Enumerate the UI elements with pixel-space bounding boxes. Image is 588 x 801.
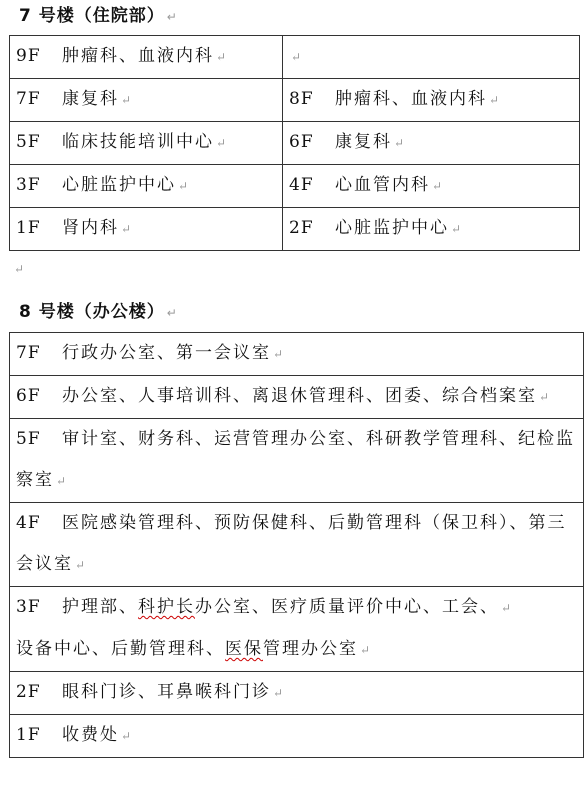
paragraph-mark-icon: ↵ bbox=[166, 10, 177, 24]
floor-label: 1F bbox=[16, 725, 41, 745]
table-cell bbox=[283, 208, 580, 251]
department-text: 办公室、人事培训科、离退休管理科、团委、综合档案室 bbox=[62, 386, 537, 406]
paragraph-mark-icon: ↵ bbox=[394, 136, 405, 150]
department-text: 心脏监护中心 bbox=[62, 175, 176, 195]
building-7-heading bbox=[19, 6, 177, 27]
floor-label: 1F bbox=[16, 218, 41, 238]
table-cell bbox=[283, 165, 580, 208]
floor-label: 6F bbox=[289, 132, 314, 152]
floor-label: 6F bbox=[16, 386, 41, 406]
building-8-heading bbox=[19, 302, 177, 323]
table-row bbox=[10, 715, 584, 758]
table-row bbox=[10, 122, 580, 165]
paragraph-mark-icon: ↵ bbox=[14, 262, 25, 276]
table-cell bbox=[10, 79, 283, 122]
table-row bbox=[10, 672, 584, 715]
paragraph-mark-icon: ↵ bbox=[166, 306, 177, 320]
table-cell bbox=[10, 715, 584, 758]
building-8-table bbox=[9, 332, 584, 758]
table-cell bbox=[283, 79, 580, 122]
table-row bbox=[10, 36, 580, 79]
table-cell bbox=[10, 587, 584, 672]
table-row bbox=[10, 419, 584, 503]
paragraph-mark-icon: ↵ bbox=[121, 729, 132, 743]
department-text: 肾内科 bbox=[62, 218, 119, 238]
spellcheck-underlined-text: 医保 bbox=[225, 639, 263, 659]
paragraph-mark-icon: ↵ bbox=[216, 136, 227, 150]
floor-label: 5F bbox=[16, 429, 41, 449]
floor-label: 7F bbox=[16, 343, 41, 363]
paragraph-mark-icon: ↵ bbox=[432, 179, 443, 193]
floor-label: 2F bbox=[289, 218, 314, 238]
floor-label: 5F bbox=[16, 132, 41, 152]
table-row bbox=[10, 376, 584, 419]
paragraph-mark-icon: ↵ bbox=[121, 222, 132, 236]
paragraph-mark-icon: ↵ bbox=[121, 93, 132, 107]
table-cell bbox=[10, 333, 584, 376]
department-text: 收费处 bbox=[62, 725, 119, 745]
building-7-title: 7 号楼（住院部） bbox=[19, 6, 165, 26]
floor-label: 3F bbox=[16, 597, 41, 617]
table-cell bbox=[10, 419, 584, 503]
table-cell bbox=[10, 36, 283, 79]
floor-label: 4F bbox=[16, 513, 41, 533]
building-8-title: 8 号楼（办公楼） bbox=[19, 302, 165, 322]
building-7-table bbox=[9, 35, 580, 251]
paragraph-mark-icon: ↵ bbox=[539, 390, 550, 404]
department-text: 设备中心、后勤管理科、 bbox=[16, 639, 225, 659]
floor-label: 7F bbox=[16, 89, 41, 109]
department-text: 医院感染管理科、预防保健科、后勤管理科（保卫科）、第三会议室 bbox=[16, 513, 567, 574]
department-text: 办公室、医疗质量评价中心、工会、 bbox=[195, 597, 499, 617]
department-text: 管理办公室 bbox=[263, 639, 358, 659]
department-text: 肿瘤科、血液内科 bbox=[335, 89, 487, 109]
table-row bbox=[10, 165, 580, 208]
table-cell bbox=[10, 208, 283, 251]
table-cell bbox=[10, 503, 584, 587]
table-cell bbox=[10, 165, 283, 208]
floor-label: 4F bbox=[289, 175, 314, 195]
table-row bbox=[10, 79, 580, 122]
department-text: 心血管内科 bbox=[335, 175, 430, 195]
floor-label: 2F bbox=[16, 682, 41, 702]
table-cell bbox=[10, 672, 584, 715]
spellcheck-underlined-text: 科护长 bbox=[138, 597, 195, 617]
paragraph-mark-icon: ↵ bbox=[178, 179, 189, 193]
table-row bbox=[10, 208, 580, 251]
table-row bbox=[10, 333, 584, 376]
table-cell bbox=[10, 122, 283, 165]
department-text: 康复科 bbox=[335, 132, 392, 152]
department-text: 心脏监护中心 bbox=[335, 218, 449, 238]
paragraph-mark-icon: ↵ bbox=[75, 558, 86, 572]
paragraph-mark-icon: ↵ bbox=[360, 643, 371, 657]
table-row bbox=[10, 503, 584, 587]
department-text: 临床技能培训中心 bbox=[62, 132, 214, 152]
paragraph-mark-icon: ↵ bbox=[501, 601, 512, 615]
department-text: 肿瘤科、血液内科 bbox=[62, 46, 214, 66]
paragraph-mark-icon: ↵ bbox=[273, 686, 284, 700]
paragraph-mark-icon: ↵ bbox=[291, 50, 302, 64]
paragraph-mark-icon: ↵ bbox=[489, 93, 500, 107]
paragraph-mark-icon: ↵ bbox=[273, 347, 284, 361]
table-cell bbox=[10, 376, 584, 419]
department-text: 行政办公室、第一会议室 bbox=[62, 343, 271, 363]
floor-label: 3F bbox=[16, 175, 41, 195]
paragraph-mark-icon: ↵ bbox=[451, 222, 462, 236]
table-cell bbox=[283, 36, 580, 79]
department-text: 审计室、财务科、运营管理办公室、科研教学管理科、纪检监察室 bbox=[16, 429, 575, 490]
floor-label: 8F bbox=[289, 89, 314, 109]
paragraph-mark-icon: ↵ bbox=[216, 50, 227, 64]
table-cell bbox=[283, 122, 580, 165]
table-row bbox=[10, 587, 584, 672]
department-text: 康复科 bbox=[62, 89, 119, 109]
department-text: 护理部、 bbox=[62, 597, 138, 617]
floor-label: 9F bbox=[16, 46, 41, 66]
department-text: 眼科门诊、耳鼻喉科门诊 bbox=[62, 682, 271, 702]
paragraph-mark-icon: ↵ bbox=[56, 474, 67, 488]
